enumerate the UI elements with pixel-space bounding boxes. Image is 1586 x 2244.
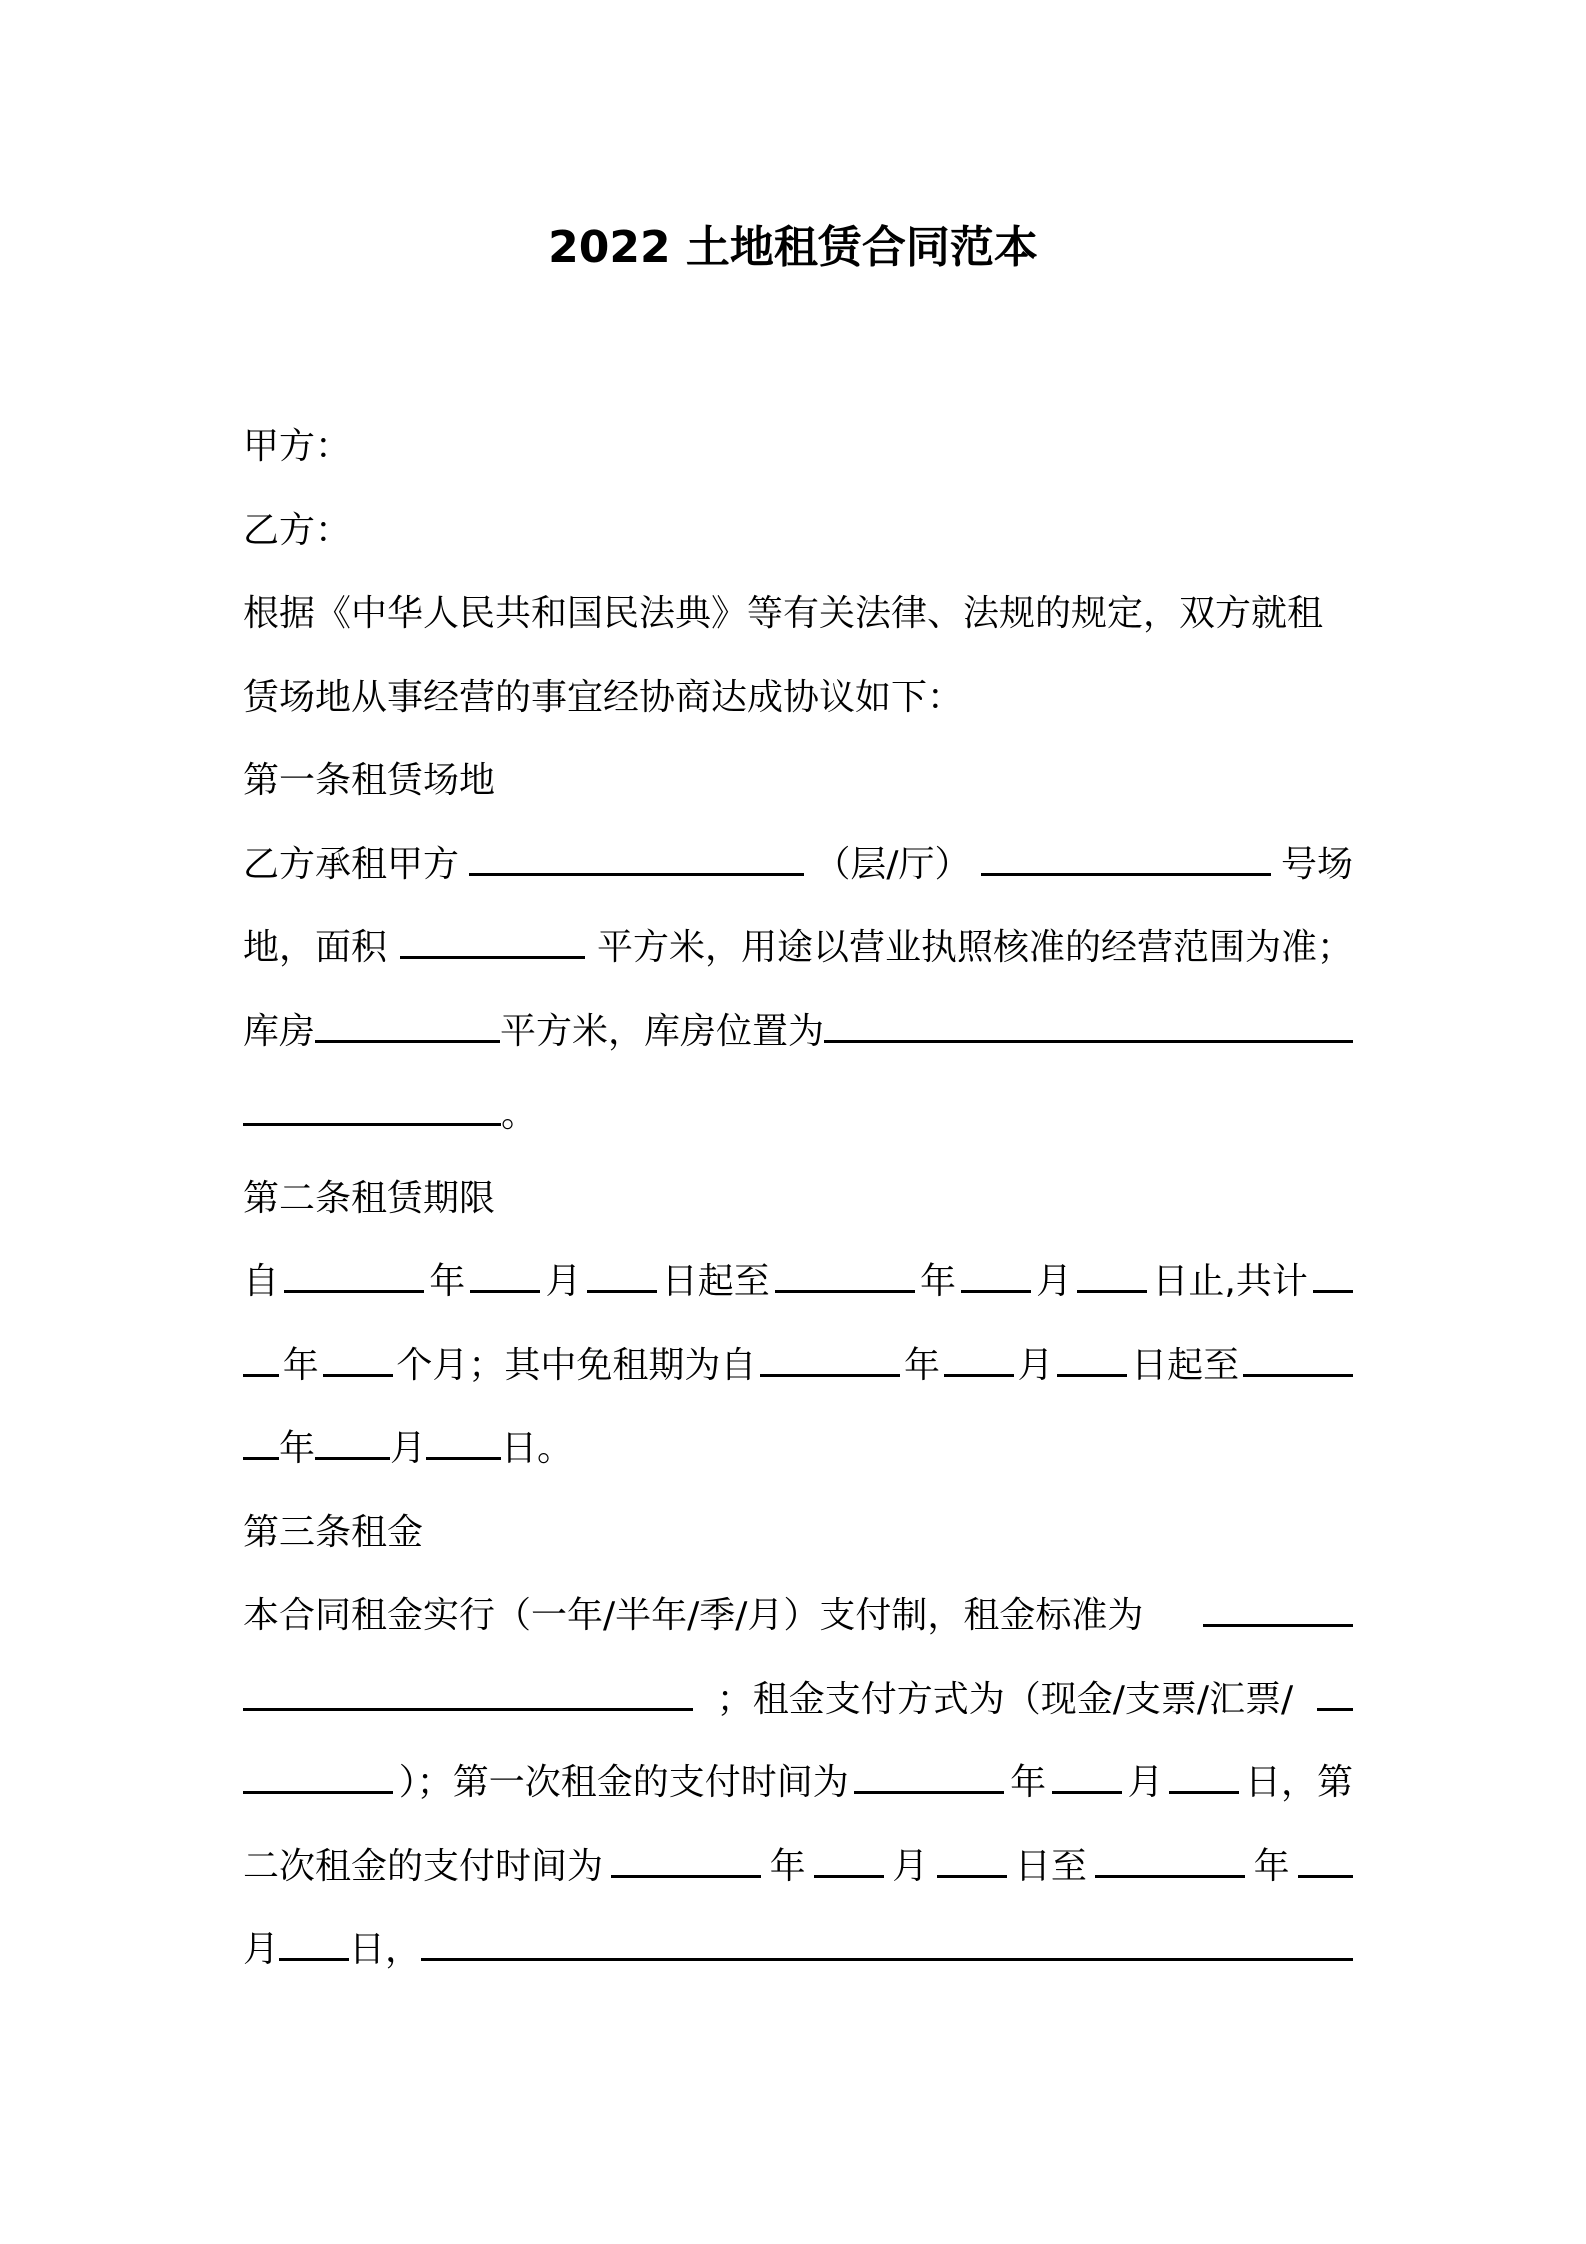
text-segment: （层/厅）	[814, 843, 971, 885]
text-segment: 库房	[243, 1010, 316, 1052]
fill-blank-area[interactable]	[400, 926, 585, 959]
text-segment: ）；第一次租金的支付时间为	[398, 1762, 849, 1803]
fill-blank-warehouse-location[interactable]	[824, 1010, 1353, 1043]
text-segment: 年	[903, 1344, 940, 1386]
article-2-line-3	[243, 1407, 1353, 1491]
fill-blank-second-pay-start-month[interactable]	[814, 1845, 884, 1878]
article-1-line-3	[243, 990, 1353, 1074]
article-3-line-2	[243, 1658, 1353, 1742]
fill-blank-total-months[interactable]	[323, 1344, 393, 1377]
text-segment: 平方米，用途以营业执照核准的经营范围为准；	[596, 927, 1353, 968]
fill-blank-rent-standard-cont[interactable]	[243, 1678, 693, 1711]
article-1-heading: 第一条租赁场地	[243, 760, 496, 801]
article-2-line-1	[243, 1240, 1353, 1324]
text-segment: 号场	[1280, 843, 1353, 885]
text-segment: 年	[1010, 1762, 1047, 1803]
text-segment: 自	[243, 1261, 280, 1302]
text-segment: 月	[1127, 1762, 1164, 1803]
fill-blank-total-years[interactable]	[1313, 1260, 1353, 1293]
text-segment: 日，	[349, 1929, 422, 1970]
fill-blank-second-pay-end-year[interactable]	[1095, 1845, 1245, 1878]
fill-blank-warehouse-area[interactable]	[315, 1010, 500, 1043]
party-a-label: 甲方：	[243, 426, 352, 467]
fill-blank-end-day[interactable]	[1077, 1260, 1147, 1293]
text-segment: 月	[1017, 1344, 1054, 1386]
text-segment: 年	[769, 1845, 806, 1887]
fill-blank-warehouse-location-cont[interactable]	[243, 1093, 501, 1126]
article-2-heading: 第二条租赁期限	[243, 1177, 496, 1219]
text-segment: 年	[282, 1344, 319, 1386]
fill-blank-first-pay-year[interactable]	[854, 1761, 1004, 1794]
text-segment: 日。	[501, 1428, 574, 1469]
text-segment: 本合同租金实行（一年/半年/季/月）支付制，租金标准为	[243, 1595, 1144, 1636]
fill-blank-total-years-cont[interactable]	[243, 1344, 279, 1377]
intro-line-2	[243, 656, 1353, 740]
article-1-line-1	[243, 823, 1353, 907]
text-segment: 日起至	[1131, 1344, 1240, 1386]
article-1-line-4	[243, 1073, 1353, 1157]
fill-blank-second-pay-start-day[interactable]	[937, 1845, 1007, 1878]
article-3-line-4	[243, 1825, 1353, 1909]
intro-text-2: 赁场地从事经营的事宜经协商达成协议如下：	[243, 676, 964, 718]
text-segment: 年	[429, 1261, 466, 1302]
fill-blank-payment-method-cont[interactable]	[243, 1761, 393, 1794]
intro-line-1	[243, 572, 1353, 656]
fill-blank-end-month[interactable]	[961, 1260, 1031, 1293]
fill-blank-free-start-day[interactable]	[1057, 1344, 1127, 1377]
fill-blank-free-end-day[interactable]	[426, 1427, 501, 1460]
text-segment: 月	[892, 1845, 929, 1887]
article-3-line-3	[243, 1741, 1353, 1825]
text-segment: 月	[243, 1929, 280, 1970]
fill-blank-second-pay-end-month[interactable]	[1298, 1845, 1353, 1878]
text-segment: 日，第	[1244, 1762, 1353, 1803]
article-3-line-1	[243, 1574, 1353, 1658]
fill-blank-start-year[interactable]	[284, 1260, 424, 1293]
text-segment: 平方米，库房位置为	[500, 1010, 825, 1052]
text-segment: 日起至	[661, 1261, 770, 1302]
article-2-title	[243, 1157, 1353, 1241]
party-b-line	[243, 489, 1353, 573]
document-body	[243, 405, 1353, 1992]
text-segment: 。	[501, 1094, 538, 1135]
fill-blank-free-end-year[interactable]	[1243, 1344, 1353, 1377]
article-3-heading: 第三条租金	[243, 1511, 424, 1553]
text-segment: 月	[545, 1261, 582, 1302]
text-segment: 乙方承租甲方	[243, 843, 460, 885]
party-b-label: 乙方：	[243, 509, 352, 551]
article-3-line-5	[243, 1908, 1353, 1992]
text-segment: 年	[919, 1261, 956, 1302]
article-1-line-2	[243, 906, 1353, 990]
fill-blank-second-pay-end-day[interactable]	[279, 1928, 349, 1961]
fill-blank-free-start-year[interactable]	[760, 1344, 900, 1377]
fill-blank-first-pay-month[interactable]	[1052, 1761, 1122, 1794]
fill-blank-second-pay-start-year[interactable]	[611, 1845, 761, 1878]
article-3-title	[243, 1491, 1353, 1575]
intro-text-1: 根据《中华人民共和国民法典》等有关法律、法规的规定，双方就租	[243, 593, 1324, 634]
text-segment: 日至	[1014, 1845, 1087, 1887]
text-segment: 地，面积	[243, 927, 388, 968]
fill-blank-rent-standard[interactable]	[1203, 1594, 1353, 1627]
text-segment: 年	[1253, 1845, 1290, 1887]
text-segment: 年	[279, 1428, 316, 1469]
text-segment: 二次租金的支付时间为	[243, 1845, 604, 1887]
fill-blank-payment-method[interactable]	[1317, 1678, 1353, 1711]
fill-blank-start-day[interactable]	[587, 1260, 657, 1293]
document-title: 2022 土地租赁合同范本	[548, 222, 1038, 273]
fill-blank-free-end-month[interactable]	[315, 1427, 390, 1460]
text-segment: 日止,共计	[1152, 1261, 1308, 1302]
fill-blank-remarks[interactable]	[421, 1928, 1353, 1961]
fill-blank-end-year[interactable]	[775, 1260, 915, 1293]
article-2-line-2	[243, 1324, 1353, 1408]
article-1-title	[243, 739, 1353, 823]
text-segment: ；租金支付方式为（现金/支票/汇票/	[716, 1678, 1294, 1720]
fill-blank-site-number[interactable]	[981, 843, 1271, 876]
fill-blank-free-start-month[interactable]	[944, 1344, 1014, 1377]
fill-blank-start-month[interactable]	[470, 1260, 540, 1293]
fill-blank-free-end-year-cont[interactable]	[243, 1427, 279, 1460]
text-segment: 月	[1036, 1261, 1073, 1302]
fill-blank-first-pay-day[interactable]	[1169, 1761, 1239, 1794]
fill-blank-floor[interactable]	[469, 843, 804, 876]
text-segment: 月	[390, 1428, 427, 1469]
party-a-line	[243, 405, 1353, 489]
text-segment: 个月；其中免租期为自	[396, 1344, 757, 1386]
